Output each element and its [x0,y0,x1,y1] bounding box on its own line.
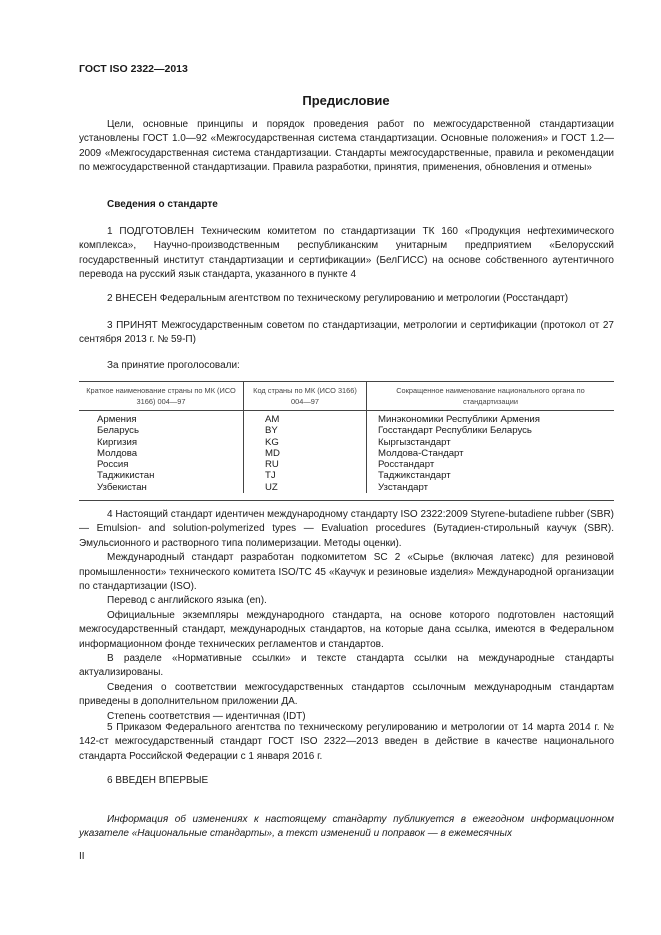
item-1-text: 1 ПОДГОТОВЛЕН Техническим комитетом по стандартизации ТК 160 «Продукция нефтехимического комплекса», Научно-производственным республиканским унитарным предприятием «Белорусский государственный институт стандартизации и сертификации» (БелГИСС) на основе собственного аутентичного перевода на русский язык стандарта, указанного в пункте 4 [79,226,614,281]
column-header-country: Краткое наименование страны по МК (ИСО 3166) 004—97 [79,382,244,411]
info-note-block [79,813,614,842]
intro-paragraph [79,118,614,176]
item-4-block [79,508,614,724]
item-4-paragraph: В разделе «Нормативные ссылки» и тексте стандарта ссылки на международные стандарты актуализированы. [79,653,614,679]
code-cell: BY [265,425,278,437]
country-column [79,411,244,494]
item-5-text: 5 Приказом Федерального агентства по техническому регулированию и метрологии от 14 марта 2014 г. № 142-ст межгосударственный стандарт ГОСТ ISO 2322—2013 введен в действие в качестве национального стандарта Российской Федерации с 1 января 2016 г. [79,722,614,762]
item-1-block [79,225,614,283]
body-cell: Таджикстандарт [378,470,451,482]
country-cell: Россия [97,459,129,471]
item-4-paragraph: Степень соответствия — идентичная (IDT) [107,710,306,722]
country-cell: Беларусь [97,425,139,437]
body-cell: Узстандарт [378,481,429,493]
voting-table [79,381,614,501]
code-column [244,411,367,494]
info-note-text: Информация об изменениях к настоящему стандарту публикуется в ежегодном информационном указателе «Национальные стандарты», а текст изменений и поправок — в ежемесячных [79,814,614,840]
table-header-row [79,382,614,411]
item-2-block [79,292,614,306]
body-cell: Кыргызстандарт [378,436,451,448]
item-6-block [79,774,614,788]
code-cell: TJ [265,470,276,482]
document-code-header: ГОСТ ISO 2322—2013 [79,63,188,75]
standard-info-subheading-block [79,198,614,212]
page-number: II [79,851,85,862]
country-cell: Армения [97,414,137,425]
table-body-row [79,411,614,494]
item-2-text: 2 ВНЕСЕН Федеральным агентством по техническому регулированию и метрологии (Росстандарт) [107,293,569,304]
code-cell: UZ [265,481,278,493]
body-cell: Минэкономики Республики Армения [378,414,540,425]
code-cell: RU [265,459,279,471]
item-3-block [79,319,614,348]
body-cell: Росстандарт [378,459,435,471]
code-cell: AM [265,414,280,425]
item-4-paragraph: 4 Настоящий стандарт идентичен международному стандарту ISO 2322:2009 Styrene-butadiene rubber (SBR) — Emulsion- and solution-polymerized types — Evaluation procedures (Бутадиен-стирольный каучук (SBR). Эмульсионного и растворного типа полимеризации. Методы оценки). [79,509,614,549]
standards-body-column [367,411,615,494]
voted-text: За принятие проголосовали: [107,360,240,371]
country-cell: Таджикистан [97,470,155,482]
body-cell: Госстандарт Республики Беларусь [378,425,532,437]
item-3-text: 3 ПРИНЯТ Межгосударственным советом по стандартизации, метрологии и сертификации (протокол от 27 сентября 2013 г. № 59-П) [79,320,614,346]
code-cell: KG [265,436,279,448]
item-6-text: 6 ВВЕДЕН ВПЕРВЫЕ [107,775,209,786]
body-cell: Молдова-Стандарт [378,447,464,459]
item-4-paragraph: Перевод с английского языка (en). [107,595,267,607]
column-header-code: Код страны по МК (ИСО 3166) 004—97 [244,382,367,411]
country-cell: Узбекистан [97,481,147,493]
country-cell: Молдова [97,447,138,459]
voted-block [79,359,614,373]
code-cell: MD [265,447,280,459]
item-4-paragraph: Международный стандарт разработан подкомитетом SC 2 «Сырье (включая латекс) для резиновой промышленности» технического комитета ISO/TC 45 «Каучук и резиновые изделия» Международной организации по стандартизации (ISO). [79,552,614,593]
standard-info-subheading: Сведения о стандарте [107,199,218,210]
item-4-paragraph: Официальные экземпляры международного стандарта, на основе которого подготовлен настоящий межгосударственный стандарт, международных стандартов, на которые дана ссылка, имеются в Федеральном информационном фонде технических регламентов и стандартов. [79,609,614,650]
intro-text: Цели, основные принципы и порядок проведения работ по межгосударственной стандартизации установлены ГОСТ 1.0—92 «Межгосударственная система стандартизации. Основные положения» и ГОСТ 1.2—2009 «Межгосударственная система стандартизации. Стандарты межгосударственные, правила и рекомендации по межгосударственной стандартизации. Правила разработки, принятия, применения, обновления и отмены» [79,119,614,174]
item-5-block [79,721,614,764]
item-4-paragraph: Сведения о соответствии межгосударственных стандартов ссылочным международным стандартам приведены в дополнительном приложении ДА. [79,681,614,708]
preface-title: Предисловие [302,93,390,108]
column-header-body: Сокращенное наименование национального органа по стандартизации [367,382,615,411]
country-cell: Киргизия [97,436,138,448]
